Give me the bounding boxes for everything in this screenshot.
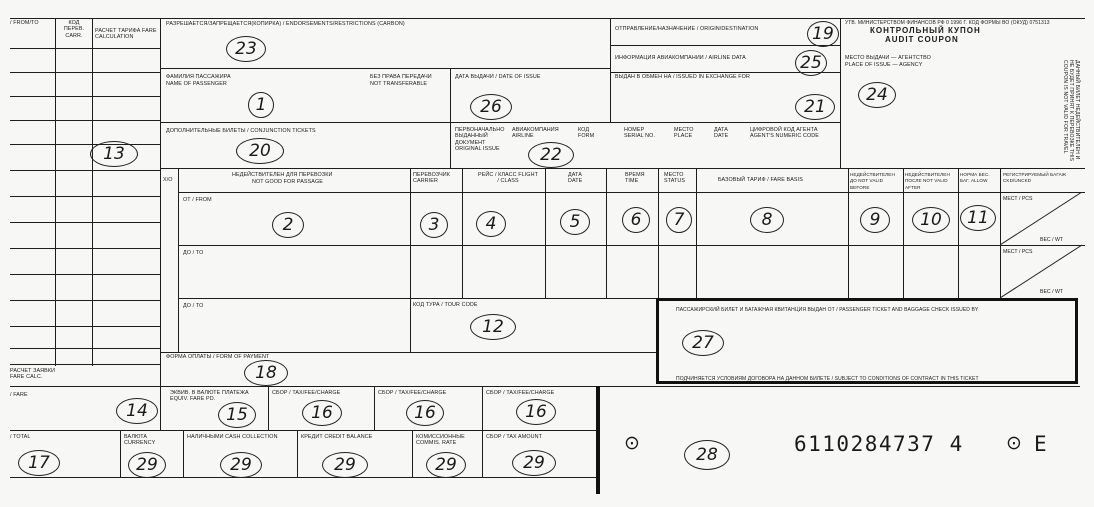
cash-collection-label: НАЛИЧНЫМИ CASH COLLECTION	[187, 434, 278, 440]
not-transferable-label: БЕЗ ПРАВА ПЕРЕДАЧИ	[370, 74, 432, 80]
ticket-issued-by-label: ПАССАЖИРСКИЙ БИЛЕТ И БАГАЖНАЯ КВИТАНЦИЯ ВЫДАН ОТ / PASSENGER TICKET AND BAGGAGE CHECK ISSUED BY	[676, 307, 979, 313]
marker-24: 24	[858, 82, 896, 108]
marker-28: 28	[684, 440, 730, 470]
thick-vline	[596, 386, 600, 494]
hline	[10, 48, 160, 49]
total-label: / TOTAL	[10, 434, 31, 440]
from-to-label: / FROM/TO	[10, 20, 39, 26]
hline	[10, 72, 160, 73]
marker-16-c: 16	[516, 399, 556, 425]
origin-destination-label: ОТПРАВЛЕНИЕ/НАЗНАЧЕНИЕ / ORIGIN/DESTINATION	[615, 26, 759, 32]
col-date-label: ДАТА DATE	[568, 172, 583, 185]
flight-class-label: РЕЙС / КЛАСС FLIGHT / CLASS	[478, 172, 538, 185]
vline	[55, 18, 56, 366]
vline	[410, 168, 411, 352]
circle-dot-icon: ⊙	[1006, 432, 1022, 454]
vline	[958, 168, 959, 298]
vline	[848, 168, 849, 298]
marker-29-c: 29	[322, 452, 368, 478]
marker-29-b: 29	[220, 452, 262, 478]
marker-6: 6	[622, 207, 650, 233]
vline	[92, 18, 93, 366]
ticket-suffix: E	[1034, 432, 1049, 456]
hline	[10, 196, 160, 197]
marker-12: 12	[470, 314, 516, 340]
marker-15: 15	[218, 402, 256, 428]
calc-mode-label: РАСЧЕТ ЗАЯВКИ FARE CALC.	[10, 368, 56, 381]
marker-18: 18	[244, 360, 288, 386]
marker-27: 27	[682, 330, 724, 356]
tax-label-3: СБОР / TAX/FEE/CHARGE	[486, 390, 555, 396]
endorsements-label: РАЗРЕШАЕТСЯ/ЗАПРЕЩАЕТСЯ(КОПИРКА) / ENDORSEMENTS/RESTRICTIONS (CARBON)	[166, 21, 405, 27]
date-issue-label: ДАТА ВЫДАЧИ / DATE OF ISSUE	[455, 74, 541, 80]
marker-29-a: 29	[128, 452, 166, 478]
fare-label: / FARE	[10, 392, 28, 398]
marker-8: 8	[750, 207, 784, 233]
coupon-title-en: AUDIT COUPON	[885, 35, 959, 44]
vline	[450, 68, 451, 168]
form-payment-label: ФОРМА ОПЛАТЫ / FORM OF PAYMENT	[166, 354, 270, 360]
marker-2: 2	[272, 212, 304, 238]
conjunction-tickets-label: ДОПОЛНИТЕЛЬНЫЕ БИЛЕТЫ / CONJUNCTION TICKETS	[166, 128, 316, 134]
marker-16-a: 16	[302, 400, 342, 426]
fare-basis-label: БАЗОВЫЙ ТАРИФ / FARE BASIS	[718, 177, 803, 183]
time-label: ВРЕМЯ TIME	[625, 172, 645, 185]
vline	[374, 386, 375, 430]
xo-label: X/O	[163, 177, 173, 183]
hline	[10, 144, 160, 145]
circle-dot-icon: ⊙	[624, 432, 640, 454]
tax-label-1: СБОР / TAX/FEE/CHARGE	[272, 390, 341, 396]
wt-label-1: ВЕС / WT	[1040, 237, 1064, 243]
vline	[482, 386, 483, 430]
coupon-title-ru: КОНТРОЛЬНЫЙ КУПОН	[870, 26, 981, 35]
hline	[10, 364, 160, 365]
vline	[696, 168, 697, 298]
ministry-header: УТВ. МИНИСТЕРСТВОМ ФИНАНСОВ РФ 0 1996 Г. КОД ФОРМЫ ВО (ОКУД) 0751313	[845, 20, 1050, 26]
to-label-1: ДО / TO	[183, 250, 204, 256]
checked-baggage-label: РЕГИСТРИРУЕМЫЙ БАГАЖ CKD/UNCKD	[1003, 172, 1067, 184]
hline	[610, 45, 840, 46]
hline	[160, 352, 657, 353]
hline	[10, 222, 160, 223]
subject-to-conditions-label: ПОДЧИНЯЕТСЯ УСЛОВИЯМ ДОГОВОРА НА ДАННОМ БИЛЕТЕ / SUBJECT TO CONDITIONS OF CONTRACT IN THIS TICKET	[676, 376, 979, 382]
vline	[178, 168, 179, 352]
agent-code-label: ЦИФРОВОЙ КОД АГЕНТА AGENT'S NUMERIC CODE	[750, 127, 819, 140]
hline	[160, 122, 840, 123]
airline-data-label: ИНФОРМАЦИЯ АВИАКОМПАНИИ / AIRLINE DATA	[615, 55, 746, 61]
from-label: ОТ / FROM	[183, 197, 212, 203]
tax-amount-label: СБОР / TAX AMOUNT	[486, 434, 542, 440]
vline	[268, 386, 269, 430]
marker-29-d: 29	[426, 452, 466, 478]
ticket-number: 6110284737 4	[794, 432, 964, 456]
commission-label: КОМИССИОННЫЕ COMMIS. RATE	[416, 434, 465, 447]
baggage-diagonals	[1000, 192, 1085, 298]
fare-calc-label: РАСЧЕТ ТАРИФА FARE CALCULATION	[95, 28, 157, 41]
allow-label: НОРМА БЕС. БАГ. ALLOW	[960, 172, 990, 184]
marker-1: 1	[248, 92, 274, 118]
hline	[10, 96, 160, 97]
vline	[160, 18, 161, 430]
vline	[903, 168, 904, 298]
passenger-name-label-en: NAME OF PASSENGER	[166, 81, 227, 87]
credit-balance-label: КРЕДИТ CREDIT BALANCE	[301, 434, 373, 440]
equiv-fare-label: ЭКВИВ. В ВАЛЮТЕ ПЛАТЕЖА EQUIV. FARE PD.	[170, 390, 249, 403]
vline	[462, 168, 463, 298]
form-code-label: КОД FORM	[578, 127, 595, 140]
airline-label: АВИАКОМПАНИЯ AIRLINE	[512, 127, 559, 140]
marker-11: 11	[960, 205, 996, 231]
issued-exchange-label: ВЫДАН В ОБМЕН НА / ISSUED IN EXCHANGE FOR	[615, 74, 750, 80]
hline	[10, 274, 160, 275]
status-label: МЕСТО STATUS	[664, 172, 686, 185]
tour-code-label: КОД ТУРА / TOUR CODE	[413, 302, 478, 308]
marker-23: 23	[226, 36, 266, 62]
side-note: ДАННЫЙ БИЛЕТ НЕДЕЙСТВИТЕЛЕН И НЕ БУДЕТ ПРИНЯТ К ПЕРЕВОЗКЕ THIS COUPON IS NOT VALID FOR TRAVEL	[1062, 60, 1080, 162]
hline	[10, 248, 160, 249]
marker-14: 14	[116, 398, 158, 424]
date-label: ДАТА DATE	[714, 127, 729, 140]
wt-label-2: ВЕС / WT	[1040, 289, 1064, 295]
hline	[10, 430, 597, 431]
vline	[606, 168, 607, 298]
hline	[10, 120, 160, 121]
original-issue-label: ПЕРВОНАЧАЛЬНО ВЫДАННЫЙ ДОКУМЕНТ ORIGINAL ISSUE	[455, 127, 505, 153]
vline	[658, 168, 659, 298]
hline	[10, 477, 597, 478]
vline	[412, 430, 413, 477]
marker-3: 3	[420, 212, 448, 238]
not-good-label-en: NOT GOOD FOR PASSAGE	[252, 179, 323, 185]
not-transferable-label-en: NOT TRANSFERABLE	[370, 81, 428, 87]
vline	[840, 18, 841, 168]
vline	[297, 430, 298, 477]
hline	[10, 326, 160, 327]
place-issue-label-en: PLACE OF ISSUE — AGENCY	[845, 62, 923, 68]
vline	[545, 168, 546, 298]
marker-26: 26	[470, 94, 512, 120]
vline	[120, 430, 121, 477]
marker-4: 4	[476, 211, 506, 237]
not-valid-before-label: НЕДЕЙСТВИТЕЛЕН ДО NOT VALID BEFORE	[850, 172, 895, 190]
tax-label-2: СБОР / TAX/FEE/CHARGE	[378, 390, 447, 396]
not-good-label: НЕДЕЙСТВИТЕЛЕН ДЛЯ ПЕРЕВОЗКИ	[232, 172, 333, 178]
marker-16-b: 16	[406, 400, 444, 426]
vline	[482, 430, 483, 477]
marker-19: 19	[807, 21, 839, 47]
hline	[10, 170, 160, 171]
to-label-2: ДО / TO	[183, 303, 204, 309]
top-border	[10, 18, 1085, 19]
marker-29-e: 29	[512, 450, 556, 476]
marker-7: 7	[666, 207, 692, 233]
hline	[10, 348, 160, 349]
marker-10: 10	[912, 207, 950, 233]
hline	[178, 298, 658, 299]
marker-22: 22	[528, 142, 574, 168]
place-label: МЕСТО PLACE	[674, 127, 694, 140]
hline	[160, 68, 610, 69]
not-valid-after-label: НЕДЕЙСТВИТЕЛЕН ПОСЛЕ NOT VALID AFTER	[905, 172, 950, 190]
passenger-name-label: ФАМИЛИЯ ПАССАЖИРА	[166, 74, 231, 80]
marker-9: 9	[860, 207, 890, 233]
hline	[10, 300, 160, 301]
marker-13: 13	[90, 141, 138, 167]
currency-label: ВАЛЮТА CURRENCY	[124, 434, 156, 447]
marker-17: 17	[18, 450, 60, 476]
pcs-label-2: МЕСТ / PCS	[1003, 249, 1033, 255]
marker-25: 25	[795, 50, 827, 76]
marker-21: 21	[795, 94, 835, 120]
hline	[178, 192, 1085, 193]
marker-5: 5	[560, 209, 590, 235]
carrier-label: ПЕРЕВОЗЧИК CARRIER	[413, 172, 451, 185]
hline	[160, 168, 1085, 169]
place-issue-label: МЕСТО ВЫДАЧИ — АГЕНТСТВО	[845, 55, 931, 61]
vline	[183, 430, 184, 477]
pcs-label-1: МЕСТ / PCS	[1003, 196, 1033, 202]
marker-20: 20	[236, 138, 284, 164]
carrier-code-label: КОД ПЕРЕВ. CARR.	[63, 20, 85, 39]
serial-label: НОМЕР SERIAL NO.	[624, 127, 656, 140]
vline	[610, 18, 611, 122]
hline	[178, 245, 1085, 246]
hline	[10, 386, 1080, 387]
